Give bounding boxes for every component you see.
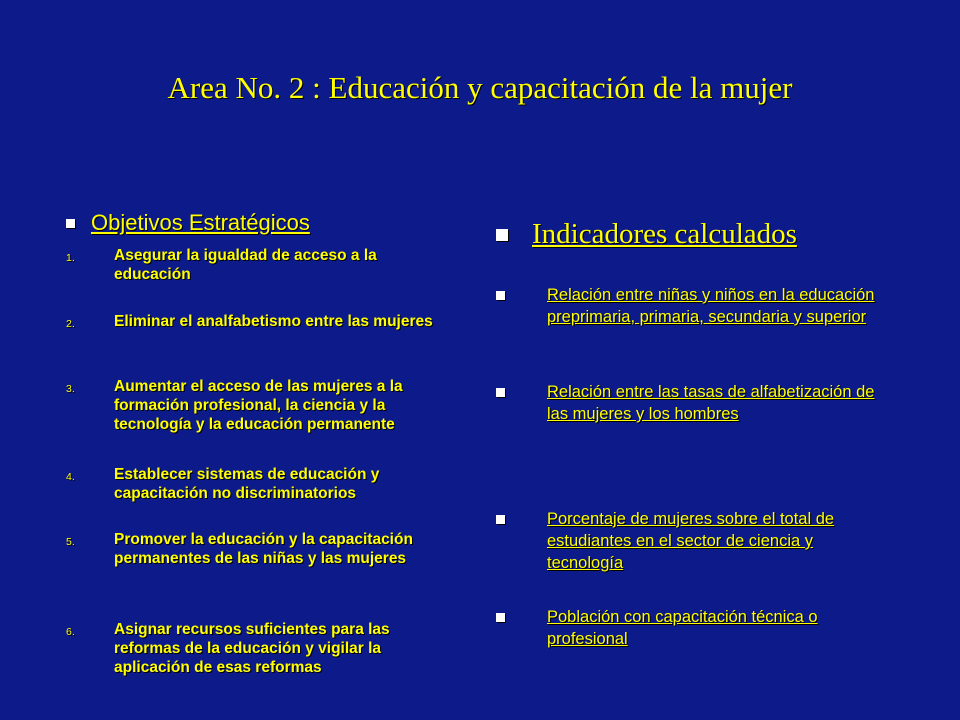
- objectives-header: [64, 210, 464, 236]
- objective-number: 4.: [66, 471, 75, 483]
- square-bullet-icon: [66, 219, 75, 228]
- indicator-link[interactable]: Porcentaje de mujeres sobre el total de estudiantes en el sector de ciencia y tecnología: [547, 510, 835, 572]
- objective-item: [64, 465, 454, 503]
- square-bullet-icon: [496, 613, 505, 622]
- objective-number: 3.: [66, 383, 75, 395]
- objective-text: Asegurar la igualdad de acceso a la educación: [114, 247, 377, 283]
- indicator-link[interactable]: Relación entre las tasas de alfabetización de las mujeres y los hombres: [547, 383, 875, 423]
- objective-number: 6.: [66, 626, 75, 638]
- indicator-item[interactable]: [494, 508, 884, 574]
- square-bullet-icon: [496, 291, 505, 300]
- indicator-item[interactable]: [494, 381, 884, 425]
- indicator-link[interactable]: Relación entre niñas y niños en la educación preprimaria, primaria, secundaria y superior: [547, 286, 875, 326]
- indicators-column: [494, 218, 894, 648]
- indicator-item[interactable]: [494, 606, 884, 650]
- indicator-link[interactable]: Población con capacitación técnica o profesional: [547, 608, 818, 648]
- indicators-heading: Indicadores calculados: [532, 218, 797, 250]
- objective-text: Promover la educación y la capacitación permanentes de las niñas y las mujeres: [114, 531, 413, 567]
- objective-number: 1.: [66, 252, 75, 264]
- square-bullet-icon: [496, 229, 508, 241]
- objective-text: Eliminar el analfabetismo entre las mujeres: [114, 313, 433, 330]
- indicator-item[interactable]: [494, 284, 884, 328]
- objective-number: 5.: [66, 536, 75, 548]
- square-bullet-icon: [496, 515, 505, 524]
- square-bullet-icon: [496, 388, 505, 397]
- objective-item: [64, 246, 454, 284]
- objective-item: [64, 620, 454, 677]
- slide-title: Area No. 2 : Educación y capacitación de la mujer: [167, 70, 793, 105]
- objectives-heading: Objetivos Estratégicos: [91, 210, 310, 235]
- objective-text: Establecer sistemas de educación y capacitación no discriminatorios: [114, 466, 380, 502]
- objective-text: Asignar recursos suficientes para las reformas de la educación y vigilar la aplicación de esas reformas: [114, 621, 390, 676]
- objective-text: Aumentar el acceso de las mujeres a la formación profesional, la ciencia y la tecnología y la educación permanente: [114, 378, 403, 433]
- indicators-header: [494, 218, 894, 251]
- objective-number: 2.: [66, 318, 75, 330]
- objective-item: [64, 530, 454, 568]
- objective-item: [64, 312, 454, 331]
- objective-item: [64, 377, 454, 434]
- objectives-column: [64, 210, 464, 676]
